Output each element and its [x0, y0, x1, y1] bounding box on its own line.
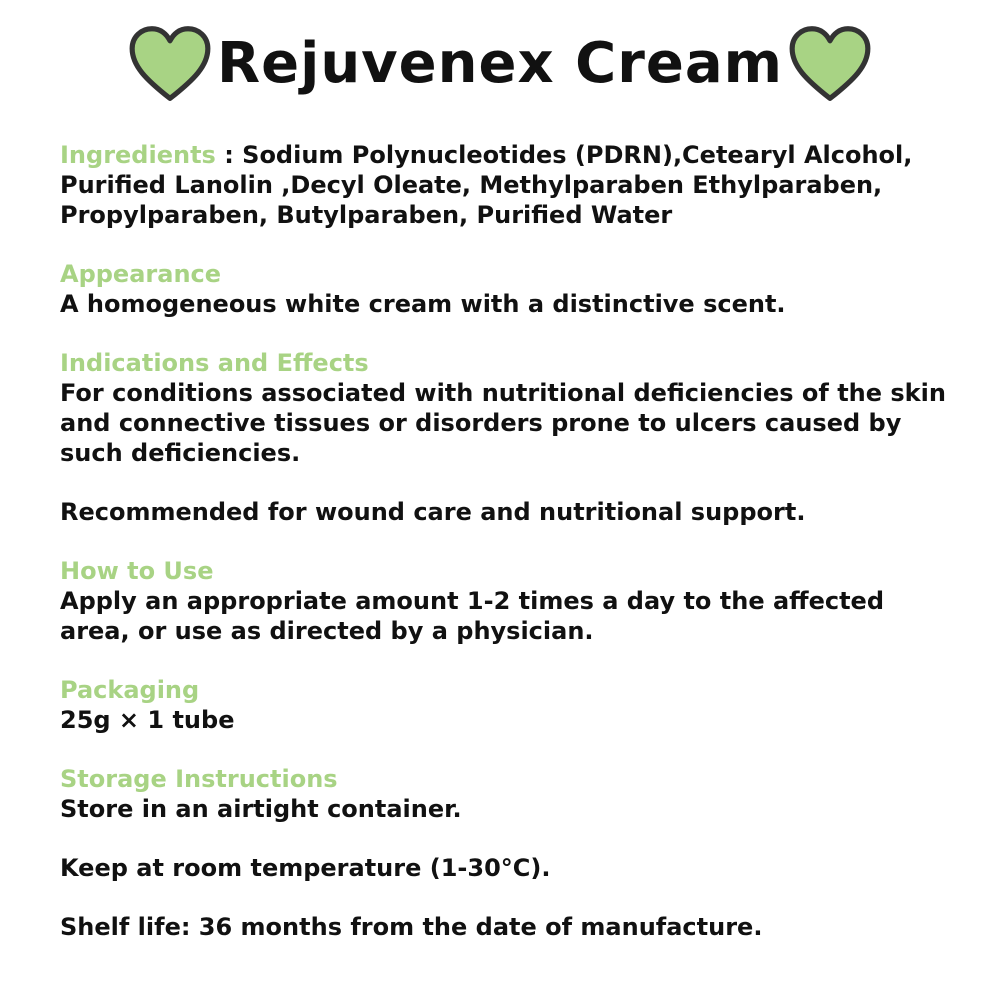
storage-text: Store in an airtight container. — [60, 795, 462, 823]
shelf-life-text: Shelf life: 36 months from the date of manufacture. — [60, 913, 763, 941]
appearance-section — [60, 259, 960, 319]
page-title: Rejuvenex Cream — [217, 31, 783, 96]
storage-heading: Storage Instructions — [60, 765, 338, 793]
ingredients-paragraph — [60, 140, 960, 230]
heart-icon — [787, 24, 873, 104]
how-to-use-text: Apply an appropriate amount 1-2 times a day to the affected area, or use as directed by a physician. — [60, 587, 885, 645]
title-row — [0, 22, 1000, 106]
how-to-use-section — [60, 556, 960, 646]
packaging-heading: Packaging — [60, 676, 200, 704]
ingredients-section — [60, 140, 960, 230]
how-to-use-heading: How to Use — [60, 557, 214, 585]
indications-text-2: Recommended for wound care and nutritional support. — [60, 498, 806, 526]
appearance-heading: Appearance — [60, 260, 222, 288]
ingredients-separator: : — [215, 141, 243, 169]
storage-section — [60, 764, 960, 942]
indications-section — [60, 348, 960, 527]
ingredients-heading: Ingredients — [60, 141, 216, 169]
packaging-text: 25g × 1 tube — [60, 706, 235, 734]
product-info — [60, 140, 960, 971]
appearance-text: A homogeneous white cream with a distinctive scent. — [60, 290, 786, 318]
storage-temperature-text: Keep at room temperature (1-30°C). — [60, 854, 551, 882]
indications-text: For conditions associated with nutritional deficiencies of the skin and connective tissues or disorders prone to ulcers caused by such deficiencies. — [60, 379, 946, 467]
heart-icon — [127, 24, 213, 104]
indications-heading: Indications and Effects — [60, 349, 369, 377]
packaging-section — [60, 675, 960, 735]
ingredients-text: Sodium Polynucleotides (PDRN),Cetearyl Alcohol, Purified Lanolin ,Decyl Oleate, Methylparaben Ethylparaben, Propylparaben, Butylparaben, Purified Water — [60, 141, 913, 229]
